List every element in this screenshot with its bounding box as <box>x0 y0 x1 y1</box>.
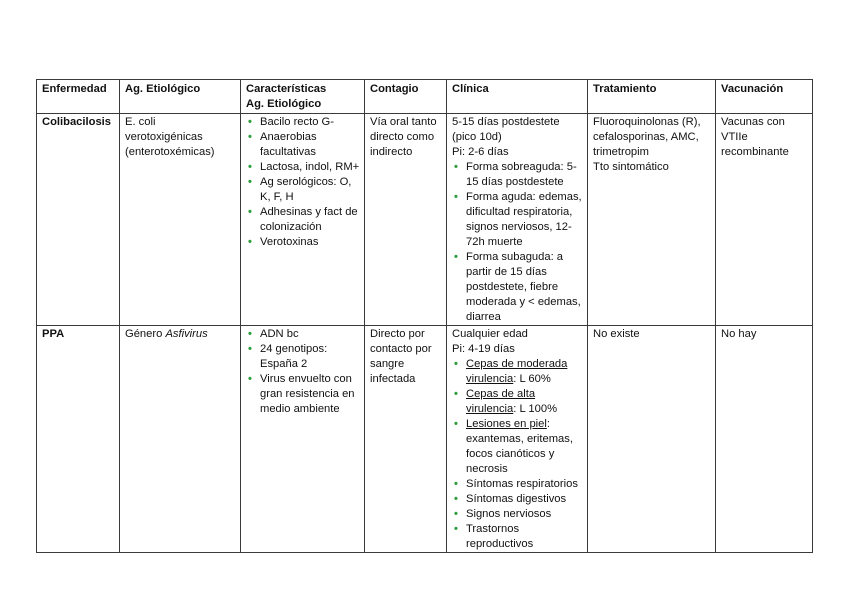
list-item: • Adhesinas y fact de colonización <box>246 205 360 235</box>
header-caracteristicas-line-2: Ag. Etiológico <box>246 98 322 110</box>
caracteristicas-list <box>246 327 360 417</box>
cell-tratamiento: No existe <box>588 326 716 553</box>
tratamiento-line: Fluoroquinolonas (R), cefalosporinas, AMC, trimetropim <box>593 116 701 158</box>
list-item: • Trastornos reproductivos <box>452 522 583 552</box>
cell-enfermedad: Colibacilosis <box>37 114 120 326</box>
clinica-line: Cualquier edad <box>452 328 528 340</box>
clinica-list <box>452 357 583 552</box>
clinica-detail: : exantemas, eritemas, focos cianóticos y necrosis <box>466 418 573 475</box>
list-item <box>452 387 583 417</box>
list-item: • Bacilo recto G- <box>246 115 360 130</box>
cell-clinica <box>447 326 588 553</box>
header-agente: Ag. Etiológico <box>120 80 241 114</box>
header-enfermedad: Enfermedad <box>37 80 120 114</box>
header-caracteristicas <box>241 80 365 114</box>
clinica-line: Pi: 2-6 días <box>452 146 509 158</box>
header-contagio: Contagio <box>365 80 447 114</box>
agente-prefix: Género <box>125 328 166 340</box>
list-item: • ADN bc <box>246 327 360 342</box>
clinica-detail: : L 100% <box>513 403 558 415</box>
clinica-term: Cepas de alta virulencia <box>466 388 536 415</box>
list-item: • Ag serológicos: O, K, F, H <box>246 175 360 205</box>
cell-contagio: Directo por contacto por sangre infectada <box>365 326 447 553</box>
list-item: • Síntomas digestivos <box>452 492 583 507</box>
caracteristicas-list <box>246 115 360 250</box>
cell-agente <box>120 326 241 553</box>
clinica-term: Cepas de moderada virulencia <box>466 358 568 385</box>
table-row <box>37 114 813 326</box>
cell-caracteristicas <box>241 326 365 553</box>
list-item: • Síntomas respiratorios <box>452 477 583 492</box>
cell-agente: E. coli verotoxigénicas (enterotoxémicas) <box>120 114 241 326</box>
table-row <box>37 326 813 553</box>
header-vacunacion: Vacunación <box>716 80 813 114</box>
clinica-line: 5-15 días postdestete (pico 10d) <box>452 116 560 143</box>
cell-contagio: Vía oral tanto directo como indirecto <box>365 114 447 326</box>
header-tratamiento: Tratamiento <box>588 80 716 114</box>
list-item: • Signos nerviosos <box>452 507 583 522</box>
tratamiento-line: Tto sintomático <box>593 161 669 173</box>
cell-tratamiento <box>588 114 716 326</box>
clinica-line: Pi: 4-19 días <box>452 343 515 355</box>
list-item: • Forma subaguda: a partir de 15 días postdestete, fiebre moderada y < edemas, diarrea <box>452 250 583 325</box>
list-item <box>452 417 583 477</box>
clinica-list <box>452 160 583 325</box>
cell-enfermedad: PPA <box>37 326 120 553</box>
disease-table <box>36 79 813 553</box>
table-header-row <box>37 80 813 114</box>
header-clinica: Clínica <box>447 80 588 114</box>
list-item <box>452 357 583 387</box>
list-item: • Anaerobias facultativas <box>246 130 360 160</box>
list-item: • Lactosa, indol, RM+ <box>246 160 360 175</box>
clinica-detail: : L 60% <box>513 373 551 385</box>
list-item: • 24 genotipos: España 2 <box>246 342 360 372</box>
cell-caracteristicas <box>241 114 365 326</box>
cell-vacunacion: No hay <box>716 326 813 553</box>
agente-genus: Asfivirus <box>165 328 208 340</box>
list-item: • Virus envuelto con gran resistencia en medio ambiente <box>246 372 360 417</box>
clinica-term: Lesiones en piel <box>466 418 547 430</box>
list-item: • Forma aguda: edemas, dificultad respiratoria, signos nerviosos, 12-72h muerte <box>452 190 583 250</box>
cell-vacunacion: Vacunas con VTIIe recombinante <box>716 114 813 326</box>
cell-clinica <box>447 114 588 326</box>
list-item: • Forma sobreaguda: 5-15 días postdestete <box>452 160 583 190</box>
header-caracteristicas-line-1: Características <box>246 83 327 95</box>
list-item: • Verotoxinas <box>246 235 360 250</box>
